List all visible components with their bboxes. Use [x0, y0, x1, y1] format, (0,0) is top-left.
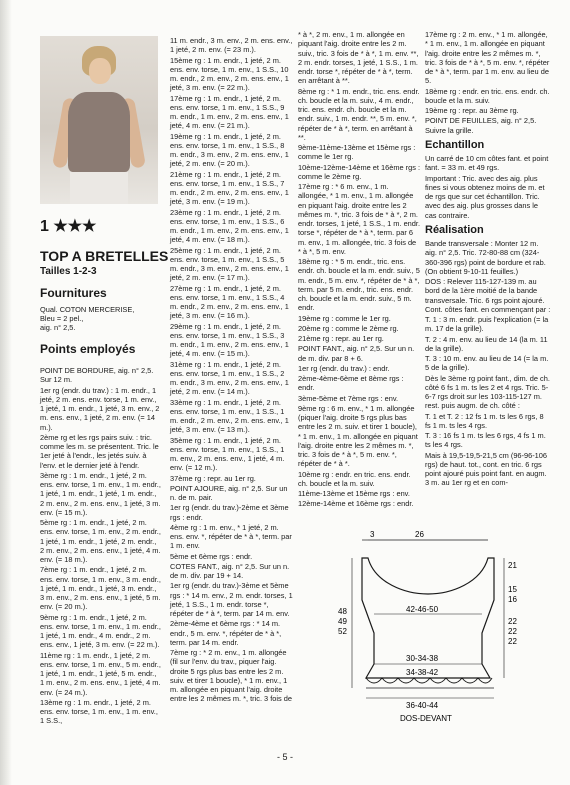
photo-skirt [70, 172, 128, 204]
paragraph: 3ème rg : 1 m. endr., 1 jeté, 2 m. ens. env. torse, 1 m. env., 1 m. endr., 1 jeté, 1 m. endr., 1 jeté, 1 m. endr., 2 m. env., 2 m. ens. env., 1 jeté, 3 m. env. (= 15 m.). [40, 470, 161, 517]
measure-22b: 22 [508, 627, 517, 636]
fournitures-line: Bleu = 2 pel., [40, 314, 84, 324]
paragraph: 10ème-12ème-14ème et 16ème rgs : comme le 2ème rg. [298, 162, 421, 181]
measure-top-right: 26 [415, 530, 424, 539]
hem-wave [366, 678, 492, 683]
paragraph: * à *, 2 m. env., 1 m. allongée en piquant l'aig. droite entre les 2 m. suiv., tric. 3 fois de * à *, 1 m. env. **, 2 m. endr. torses, 1 jeté, 1 S.S., 1 m. endr. torse *, répéter de * à *, term. en arrêtant à **. [298, 30, 419, 86]
paragraph: 20ème rg : comme le 2ème rg. [298, 323, 399, 333]
paragraph: 23ème rg : 1 m. endr., 1 jeté, 2 m. ens. env. torse, 1 m. env., 1 S.S., 6 m. endr., 1 m. env., 2 m. ens. env., 1 jeté, 4 m. env. (= 18 m.). [170, 207, 289, 245]
measure-52: 52 [338, 627, 347, 636]
paragraph: 33ème rg : 1 m. endr., 1 jeté, 2 m. ens. env. torse, 1 m. env., 1 S.S., 1 m. endr., 2 m. env., 2 m. ens. env., 1 jeté, 3 m. env. (= 13 m.). [170, 397, 289, 435]
fournitures-heading: Fournitures [40, 286, 107, 300]
paragraph: 9ème rg : 6 m. env., * 1 m. allongée (piquer l'aig. droite 5 rgs plus bas entre les 2 m. suiv. et tirer 1 boucle), * 1 m. env., 1 m. allongée en piquant l'aig. droite entre les 2 mêmes m. *, tric. 3 fois de * à *, 5 m. env. *, répéter de * à *. [298, 403, 418, 469]
page-number: - 5 - [276, 752, 293, 762]
paragraph: 17ème rg : 2 m. env., * 1 m. allongée, * 1 m. env., 1 m. allongée en piquant l'aig. droite entre les 2 mêmes m. *, tric. 3 fois de * à *, 5 m. env. *, répéter de * à *, term. par 1 m. env. au lieu de 5. [425, 30, 550, 86]
paragraph: POINT DE BORDURE, aig. n° 2,5. Sur 12 m. [40, 366, 154, 385]
model-photo [40, 36, 158, 204]
paragraph: 25ème rg : 1 m. endr., 1 jeté, 2 m. ens. env. torse, 1 m. env., 1 S.S., 5 m. endr., 3 m. env., 2 m. ens. env., 1 jeté, 2 m. env. (= 17 m.). [170, 245, 289, 283]
paragraph: 9ème-11ème-13ème et 15ème rgs : comme le 1er rg. [298, 143, 416, 162]
paragraph: 8ème rg : * 1 m. endr., tric. ens. endr. ch. boucle et la m. suiv., 4 m. endr., tric. ens. endr. ch. boucle et la m. endr. suiv., 1 m. endr. **, 5 m. env. *, répéter de * à *, term. en arrêtant à **. [298, 86, 420, 142]
column-1 [40, 366, 162, 727]
paragraph: 5ème rg : 1 m. endr., 1 jeté, 2 m. ens. env. torse, 1 m. env., 2 m. endr., 1 jeté, 1 m. endr., 1 jeté, 2 m. endr., 2 m. env., 2 m. ens. env., 1 jeté, 4 m. env. (= 18 m.). [40, 518, 161, 564]
fournitures-line: Qual. COTON MERCERISE, [40, 305, 135, 314]
paragraph: 5ème et 6ème rgs : endr. [170, 551, 253, 561]
points-heading: Points employés [40, 342, 136, 356]
paragraph: 1er rg (endr. du trav.)-2ème et 3ème rgs : endr. [170, 503, 289, 522]
realisation-heading: Réalisation [425, 223, 484, 236]
column-3 [298, 30, 420, 510]
echantillon-heading: Echantillon [425, 138, 485, 151]
paragraph: 18ème rg : endr. en tric. ens. endr. ch. boucle et la m. suiv. [425, 86, 550, 105]
pattern-number: 1 ★★★ [40, 218, 97, 235]
measure-15: 15 [508, 585, 517, 594]
paragraph: POINT AJOURE, aig. n° 2,5. Sur un n. de m. pair. [170, 483, 288, 502]
measure-48: 48 [338, 607, 347, 616]
paragraph: Mais à 19,5-19,5-21,5 cm (96-96-106 rgs) de haut. tot., cont. en tric. 6 rgs point ajouré puis point fant. en augm. 3 m. au 1er rg et en com- [425, 450, 548, 488]
paragraph: Important : Tric. avec des aig. plus fines si vous obtenez moins de m. et de rgs que sur cet échantillon. Tric. avec des aig. plus grosses dans le cas contraire. [425, 173, 545, 220]
paragraph: 11ème rg : 1 m. endr., 1 jeté, 2 m. ens. env. torse, 1 m. env., 5 m. endr., 1 jeté, 1 m. endr., 1 jeté, 5 m. endr., 1 m. env., 2 m. ens. env., 1 jeté, 4 m. env. (= 24 m.). [40, 650, 161, 697]
paragraph: T. 3 : 10 m. env. au lieu de 14 (= la m. 5 de la grille). [425, 354, 549, 373]
paragraph: Bande transversale : Monter 12 m. aig. n° 2,5. Tric. 72-80-88 cm (324-360-396 rgs) point de bordure et rab. (On obtient 9-10-11 feuilles.) [425, 239, 546, 276]
paragraph: POINT DE FEUILLES, aig. n° 2,5. Suivre la grille. [425, 116, 537, 135]
photo-top-garment [68, 92, 130, 172]
paragraph: 27ème rg : 1 m. endr., 1 jeté, 2 m. ens. env. torse, 1 m. env., 1 S.S., 4 m. endr., 2 m. env., 2 m. ens. env., 1 jeté, 3 m. env. (= 16 m.). [170, 283, 289, 321]
paragraph: 19ème rg : repr. au 3ème rg. [425, 106, 519, 115]
paragraph: 17ème rg : * 6 m. env., 1 m. allongée, * 1 m. env., 1 m. allongée en piquant l'aig. droite entre les 2 mêmes m. *, tric. 3 fois de * à *, 2 m. endr. torses, 1 jeté, 1 S.S., 1 m. endr. torse *, répéter de * à *, term. par 6 m. env., 1 m. allongée, tric. 3 fois de * à *, 5 m. env. [298, 182, 421, 256]
column-4 [425, 30, 551, 489]
measure-22c: 22 [508, 637, 517, 646]
paragraph: 18ème rg : * 5 m. endr., tric. ens. endr. ch. boucle et la m. endr. suiv., 5 m. endr., 5 m. env. *, répéter de * à *, term. par 5 m. endr., tric. ens. endr. ch. boucle et la m. endr. suiv., 5 m. endr. [298, 257, 420, 313]
paragraph: COTES FANT., aig. n° 2,5. Sur un n. de m. div. par 19 + 14. [170, 561, 290, 580]
paragraph: 7ème rg : 1 m. endr., 1 jeté, 2 m. ens. env. torse, 1 m. env., 3 m. endr., 1 jeté, 1 m. endr., 1 jeté, 3 m. endr., 3 m. env., 2 m. ens. env., 1 jeté, 5 m. env. (= 20 m.). [40, 565, 161, 612]
paragraph: 31ème rg : 1 m. endr., 1 jeté, 2 m. ens. env. torse, 1 m. env., 1 S.S., 2 m. endr., 3 m. env., 2 m. ens. env., 1 jeté, 2 m. env. (= 14 m.). [170, 359, 289, 397]
paragraph: 3ème-5ème et 7ème rgs : env. [298, 393, 399, 403]
binding-shadow [0, 0, 12, 785]
paragraph: Un carré de 10 cm côtes fant. et point fant. = 33 m. et 49 rgs. [425, 154, 549, 173]
paragraph: 4ème rg : 1 m. env., * 1 jeté, 2 m. ens. env. *, répéter de * à *, term. par 1 m. env. [170, 522, 292, 551]
pattern-sizes: Tailles 1-2-3 [40, 266, 97, 277]
measure-hip: 34-38-42 [406, 668, 439, 677]
fournitures-list [40, 305, 162, 333]
measure-16: 16 [508, 595, 517, 604]
paragraph: POINT FANT., aig. n° 2,5. Sur un n. de m. div. par 8 + 6. [298, 344, 415, 363]
paragraph: 1er rg (endr. du trav.)-3ème et 5ème rgs : * 14 m. env., 2 m. endr. torses, 1 jeté, 1 S.S., 1 m. endr. torse *, répéter de * à *, term. par 14 m. env. [170, 581, 293, 618]
paragraph: 2ème-4ème-6ème et 8ème rgs : endr. [298, 374, 404, 393]
paragraph: 15ème rg : 1 m. endr., 1 jeté, 2 m. ens. env. torse, 1 m. env., 1 S.S., 10 m. endr., 2 m. env., 2 m. ens. env., 1 jeté, 3 m. env. (= 22 m.). [170, 55, 289, 93]
pattern-title: TOP A BRETELLES [40, 248, 169, 264]
measure-waist: 30-34-38 [406, 654, 439, 663]
paragraph: 17ème rg : 1 m. endr., 1 jeté, 2 m. ens. env. torse, 1 m. env., 1 S.S., 9 m. endr., 1 m. env., 2 m. ens. env., 1 jeté, 4 m. env. (= 21 m.). [170, 93, 289, 131]
paragraph: 2ème rg et les rgs pairs suiv. : tric. comme les m. se présentent. Tric. le 1er jeté à l'endr., les jetés suiv. à l'env. et le dernier jeté à l'endr. [40, 432, 159, 470]
photo-face [89, 58, 111, 84]
measure-49: 49 [338, 617, 347, 626]
paragraph: DOS : Relever 115-127-139 m. au bord de la 1ère moitié de la bande transversale. Tric. 6 rgs point ajouré. Cont. côtes fant. en commençant par : [425, 277, 551, 314]
paragraph: 1er rg (endr. du trav.) : endr. [298, 363, 390, 373]
paragraph: T. 1 et T. 2 : 12 fs 1 m. ts les 6 rgs, 8 fs 1 m. ts les 4 rgs. [425, 411, 544, 430]
measure-top-left: 3 [370, 530, 375, 539]
paragraph: 11ème-13ème et 15ème rgs : env. [298, 489, 410, 498]
schematic-diagram [300, 528, 550, 728]
paragraph: 19ème rg : 1 m. endr., 1 jeté, 2 m. ens. env. torse, 1 m. env., 1 S.S., 8 m. endr., 3 m. env., 2 m. ens. env., 1 jeté, 2 m. env. (= 20 m.). [170, 131, 289, 169]
paragraph: 9ème rg : 1 m. endr., 1 jeté, 2 m. ens. env. torse, 1 m. env., 1 m. endr., 1 jeté, 1 m. endr., 4 m. endr., 2 m. ens. env., 1 jeté, 3 m. env. (= 22 m.). [40, 612, 161, 650]
paragraph: 2ème-4ème et 6ème rgs : * 14 m. endr., 5 m. env. *, répéter de * à *, term. par 14 m. endr. [170, 619, 282, 647]
paragraph: 35ème rg : 1 m. endr., 1 jeté, 2 m. ens. env. torse, 1 m. env., 1 S.S., 1 m. env., 2 m. ens. env., 1 jeté, 4 m. env. (= 12 m.). [170, 435, 285, 473]
paragraph: 11 m. endr., 3 m. env., 2 m. ens. env., 1 jeté, 2 m. env. (= 23 m.). [170, 36, 293, 55]
measure-21: 21 [508, 561, 517, 570]
paragraph: T. 1 : 3 m. endr. puis l'explication (= la m. 17 de la grille). [425, 315, 549, 334]
paragraph: 19ème rg : comme le 1er rg. [298, 313, 391, 323]
measure-22a: 22 [508, 617, 517, 626]
paragraph: 37ème rg : repr. au 1er rg. [170, 473, 256, 483]
paragraph: 21ème rg : 1 m. endr., 1 jeté, 2 m. ens. env. torse, 1 m. env., 1 S.S., 7 m. endr., 2 m. env., 2 m. ens. env., 1 jeté, 3 m. env. (= 19 m.). [170, 169, 289, 207]
paragraph: 29ème rg : 1 m. endr., 1 jeté, 2 m. ens. env. torse, 1 m. env., 1 S.S., 3 m. endr., 1 m. env., 2 m. ens. env., 1 jeté, 4 m. env. (= 15 m.). [170, 321, 289, 359]
paragraph: 21ème rg : repr. au 1er rg. [298, 334, 384, 343]
measure-bottom: 36-40-44 [406, 701, 439, 710]
paragraph: 7ème rg : * 2 m. env., 1 m. allongée (fil sur l'env. du trav., piquer l'aig. droite 5 rgs plus bas entre les 2 m. suiv. et tirer 1 boucle), * 1 m. env., 1 m. allongée en piquant l'aig. droite entre les 2 mêmes m. *, tric. 3 fois de [170, 648, 292, 704]
paragraph: Dès le 3ème rg point fant., dim. de ch. côté 6 fs 1 m. ts les 2 et 4 rgs. Tric. 5-6-7 rgs droit sur les 103-115-127 m. rest. puis augm. de ch. côté : [425, 373, 550, 411]
paragraph: T. 3 : 16 fs 1 m. ts les 6 rgs, 4 fs 1 m. ts les 4 rgs. [425, 431, 546, 450]
paragraph: 10ème rg : endr. en tric. ens. endr. ch. boucle et la m. suiv. [298, 469, 411, 488]
paragraph: T. 2 : 4 m. env. au lieu de 14 (la m. 11 de la grille). [425, 334, 548, 353]
fournitures-line: aig. n° 2,5. [40, 323, 76, 333]
paragraph: 12ème-14ème et 16ème rgs : endr. [298, 499, 414, 509]
measure-bust: 42-46-50 [406, 605, 439, 614]
paragraph: 1er rg (endr. du trav.) : 1 m. endr., 1 jeté, 2 m. ens. env. torse, 1 m. env., 1 jeté, 1 m. endr., 1 jeté, 3 m. env., 2 m. ens. env., 1 jeté, 2 m. env. (= 14 m.). [40, 385, 160, 432]
paragraph: 13ème rg : 1 m. endr., 1 jeté, 2 m. ens. env. torse, 1 m. env., 1 m. env., 1 S.S., [40, 697, 158, 726]
diagram-label: DOS-DEVANT [400, 714, 452, 723]
column-2 [170, 36, 294, 705]
